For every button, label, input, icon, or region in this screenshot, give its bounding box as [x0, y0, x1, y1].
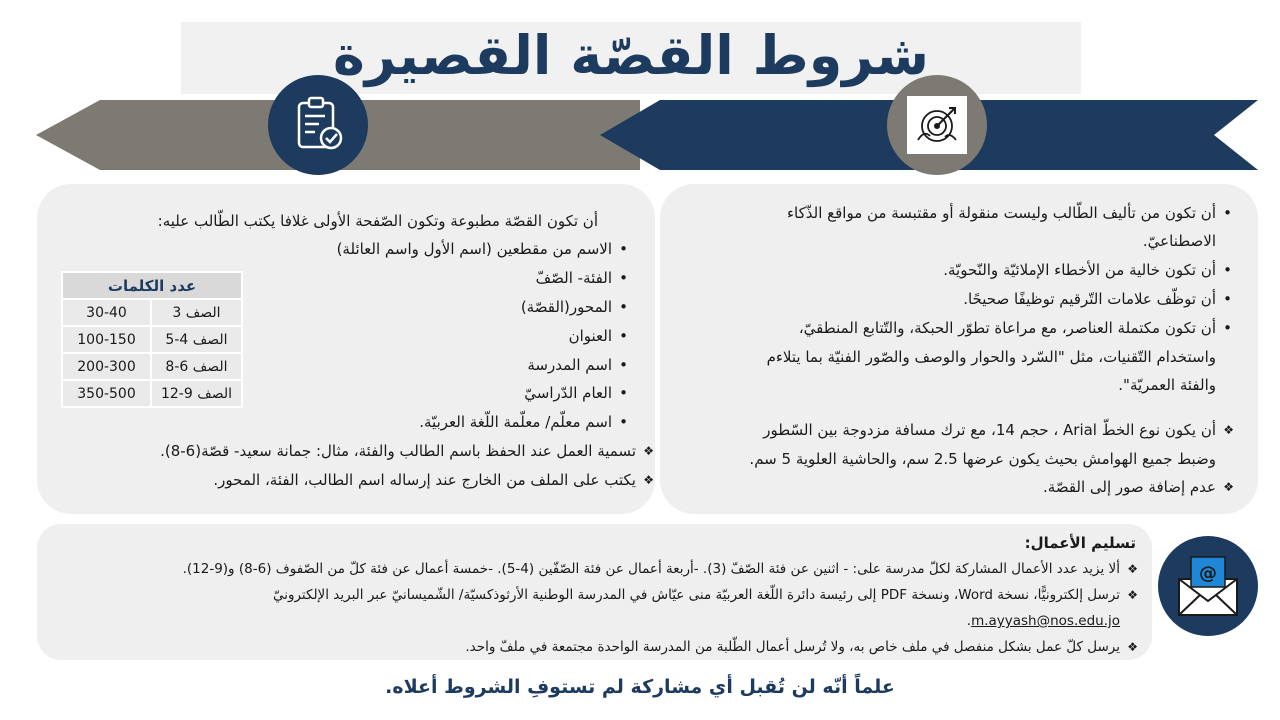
header-arrows: [0, 92, 1280, 182]
submission-send-rule: ❖ ترسل إلكترونيًّا، نسخة Word، ونسخة PDF إلى رئيسة دائرة اللّغة العربيّة منى عيّاش في المدرسة الوطنية الأرثوذكسيّة/ الشّميسانيّ عبر البريد الإلكترونيّ: [273, 582, 1120, 609]
submission-email-line: m.ayyash@nos.edu.jo.: [966, 613, 1120, 629]
condition-margins: وضبط جميع الهوامش بحيث يكون عرضها 2.5 سم، والحاشية العلوية 5 سم.: [749, 450, 1216, 468]
svg-text:@: @: [1199, 563, 1217, 584]
word-count-table: [61, 271, 243, 408]
grade-cell: الصف 6-8: [151, 353, 242, 380]
condition-no-errors: • أن تكون خالية من الأخطاء الإملائيّة والنّحويّة.: [943, 257, 1216, 284]
table-row: [62, 353, 242, 380]
condition-no-images: ❖ عدم إضافة صور إلى القصّة.: [1043, 474, 1216, 501]
target-arrow-icon: [912, 100, 962, 150]
range-cell: 100-150: [62, 326, 151, 353]
condition-complete-elements-cont: واستخدام التّقنيات، مثل "السّرد والحوار والوصف والصّور الفنيّة بما يتلاءم: [766, 348, 1216, 366]
envelope-at-icon: [1175, 553, 1241, 619]
table-row: [62, 326, 242, 353]
word-count-header: عدد الكلمات: [62, 272, 242, 299]
page-title: شروط القصّة القصيرة: [333, 24, 929, 87]
submission-separate-files-rule: ❖ يرسل كلّ عمل بشكل منفصل في ملف خاص به، ولا تُرسل أعمال الطّلبة من المدرسة الواحدة مجتمعة في ملفّ واحد.: [465, 634, 1120, 661]
condition-complete-elements-end: والفئة العمريّة".: [1118, 376, 1216, 394]
target-icon-box: [907, 96, 967, 154]
grade-cell: الصف 4-5: [151, 326, 242, 353]
cover-item-school: • اسم المدرسة: [527, 352, 612, 379]
condition-complete-elements: • أن تكون مكتملة العناصر، مع مراعاة تطوّر الحبكة، والتّتابع المنطقيّ،: [799, 315, 1216, 342]
file-outside-label-rule: ❖ يكتب على الملف من الخارج عند إرساله اسم الطالب، الفئة، المحور.: [213, 467, 636, 494]
target-badge: [887, 75, 987, 175]
condition-original-work: • أن تكون من تأليف الطّالب وليست منقولة أو مقتبسة من مواقع الذّكاء: [787, 200, 1216, 227]
submission-heading: تسليم الأعمال:: [1024, 534, 1136, 552]
cover-item-title: • العنوان: [569, 323, 612, 350]
table-row: [62, 299, 242, 326]
clipboard-badge: [268, 75, 368, 175]
file-naming-rule: ❖ تسمية العمل عند الحفظ باسم الطالب والفئة، مثال: جمانة سعيد- قصّة(6-8).: [160, 438, 636, 465]
cover-item-year: • العام الدّراسيّ: [524, 380, 612, 407]
cover-item-axis: • المحور(القصّة): [521, 294, 612, 321]
cover-item-teacher: • اسم معلّم/ معلّمة اللّغة العربيّة.: [419, 409, 612, 436]
clipboard-check-icon: [287, 94, 349, 156]
range-cell: 350-500: [62, 380, 151, 407]
condition-punctuation: • أن توظّف علامات التّرقيم توظيفًا صحيحًا.: [963, 286, 1216, 313]
cover-page-intro: أن تكون القصّة مطبوعة وتكون الصّفحة الأولى غلافا يكتب الطّالب عليه:: [157, 212, 598, 230]
submission-count-rule: ❖ ألا يزيد عدد الأعمال المشاركة لكلّ مدرسة على: - اثنين عن فئة الصّفّ (3). -أربعة أعمال عن فئة الصّفّين (4-5). -خمسة أعمال عن فئة كلّ من الصّفوف (6-8) و(9-12).: [183, 556, 1120, 583]
table-header-row: [62, 272, 242, 299]
grade-cell: الصف 9-12: [151, 380, 242, 407]
condition-original-work-cont: الاصطناعيّ.: [1142, 232, 1216, 250]
range-cell: 30-40: [62, 299, 151, 326]
mail-badge: [1158, 536, 1258, 636]
grade-cell: الصف 3: [151, 299, 242, 326]
footer-note: علماً أنّه لن تُقبل أي مشاركة لم تستوفِ الشروط أعلاه.: [385, 676, 895, 698]
cover-item-name: • الاسم من مقطعين (اسم الأول واسم العائلة): [337, 236, 612, 263]
cover-item-grade: • الفئة- الصّفّ: [536, 265, 612, 292]
condition-font-format: ❖ أن يكون نوع الخطّ Arial ، حجم 14، مع ترك مسافة مزدوجة بين السّطور: [763, 417, 1216, 444]
table-row: [62, 380, 242, 407]
submission-email-link[interactable]: m.ayyash@nos.edu.jo: [971, 613, 1120, 629]
range-cell: 200-300: [62, 353, 151, 380]
